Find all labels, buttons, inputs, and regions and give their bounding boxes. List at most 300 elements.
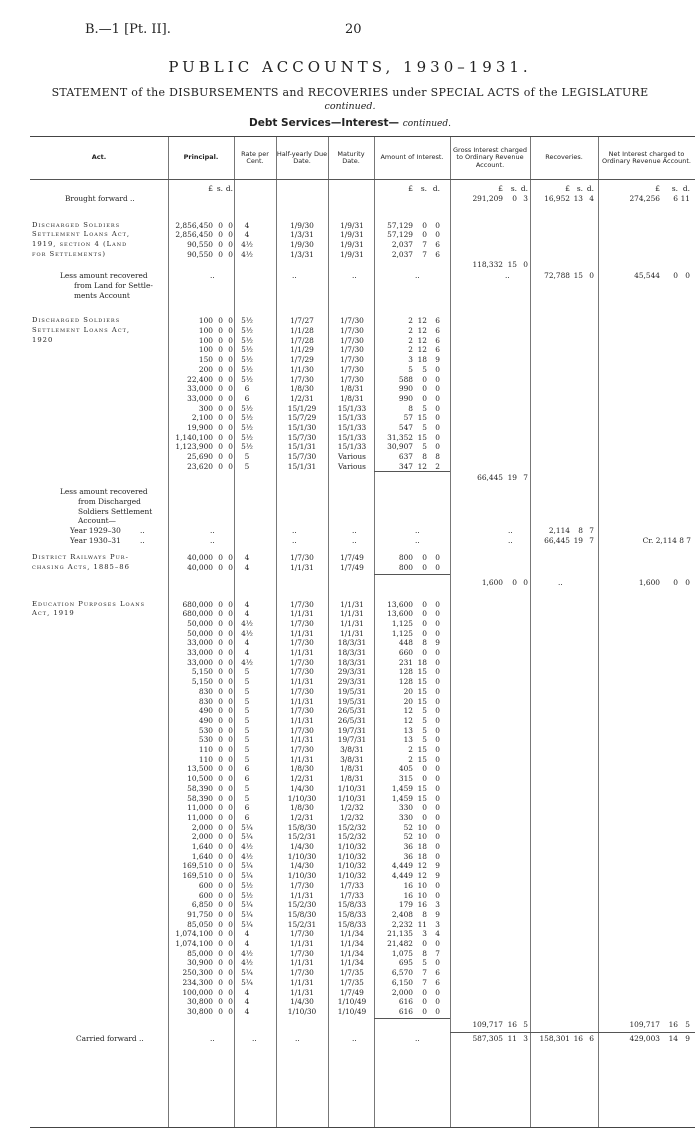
principal-shillings: 0	[218, 423, 223, 432]
principal-pence: 0	[228, 1006, 233, 1016]
rate: 5¼	[241, 909, 253, 919]
table-row	[30, 687, 695, 697]
principal-shillings: 0	[218, 461, 223, 471]
less-row	[30, 281, 695, 291]
act-name-line: District Railways Pur-	[32, 553, 129, 562]
rate: 5¼	[241, 832, 253, 842]
interest-pounds: 547	[398, 423, 413, 432]
principal-pounds: 680,000	[182, 599, 213, 609]
principal-shillings: 0	[218, 939, 223, 948]
principal-shillings: 0	[218, 648, 223, 657]
maturity-date: 1/10/32	[337, 871, 367, 881]
interest-shillings: 15	[417, 677, 427, 687]
table-row	[30, 638, 695, 648]
rate: 4½	[241, 618, 253, 628]
principal-shillings: 0	[218, 842, 223, 851]
interest-pence: 0	[435, 686, 440, 696]
brought-forward-label: Brought forward ..	[65, 193, 135, 203]
interest-pounds: 1,125	[391, 618, 413, 628]
gross-pence: 7	[523, 472, 528, 482]
due-date: 1/7/30	[290, 667, 314, 677]
interest-pence: 0	[435, 432, 440, 442]
interest-pounds: 990	[398, 384, 413, 394]
sum-rule	[374, 471, 450, 472]
net-pounds: 1,600	[638, 577, 660, 587]
principal-pounds: 830	[198, 696, 213, 706]
dots: ..	[210, 271, 215, 281]
interest-shillings: 15	[417, 413, 427, 423]
interest-shillings: 0	[422, 774, 427, 784]
maturity-date: 1/1/34	[340, 948, 364, 958]
principal-shillings: 0	[218, 364, 223, 374]
sum-rule	[374, 574, 450, 575]
principal-pounds: 58,390	[187, 793, 213, 803]
section-gross-row	[30, 260, 695, 270]
principal-pence: 0	[228, 783, 233, 793]
interest-pence: 0	[435, 987, 440, 997]
principal-shillings: 0	[218, 977, 223, 987]
interest-shillings: 0	[422, 812, 427, 822]
due-date: 1/10/30	[287, 871, 317, 881]
principal-pence: 0	[228, 403, 233, 413]
interest-shillings: 5	[422, 715, 427, 725]
maturity-date: 1/1/31	[340, 618, 364, 628]
interest-pounds: 637	[398, 452, 413, 462]
statement-continued: continued.	[324, 101, 376, 112]
table-row	[30, 433, 695, 443]
gross-pence: 0	[523, 577, 528, 587]
principal-shillings: 0	[218, 754, 223, 764]
interest-pounds: 405	[398, 764, 413, 774]
due-date: 1/8/30	[290, 803, 314, 813]
principal-pounds: 10,500	[187, 774, 213, 784]
dots: ..	[210, 1034, 215, 1044]
interest-pence: 0	[435, 735, 440, 745]
maturity-date: 15/8/33	[337, 919, 367, 929]
interest-pence: 0	[435, 1006, 440, 1016]
rate: 4	[244, 939, 250, 948]
table-row	[30, 423, 695, 433]
interest-pence: 0	[435, 374, 440, 384]
interest-pence: 9	[435, 638, 440, 648]
unit-shilling: s.	[576, 184, 583, 193]
principal-pence: 0	[228, 648, 233, 657]
principal-shillings: 0	[218, 345, 223, 355]
dots: ..	[252, 1034, 257, 1044]
less-label-line: Account—	[78, 516, 116, 526]
header-rate: Rate per Cent.	[241, 149, 269, 165]
header-maturity: Maturity Date.	[337, 149, 365, 165]
act-name-line: chasing Acts, 1885–86	[32, 563, 130, 572]
maturity-date: 29/3/31	[337, 667, 367, 677]
principal-pence: 0	[228, 803, 233, 813]
due-date: 1/2/31	[290, 812, 314, 822]
less-net-pence: 0	[685, 271, 690, 281]
due-date: 1/1/31	[290, 735, 314, 745]
interest-pounds: 16	[403, 880, 413, 890]
maturity-date: 1/9/31	[340, 220, 364, 230]
act-name-line: for Settlements)	[32, 249, 107, 258]
interest-pounds: 57	[403, 413, 413, 423]
interest-shillings: 5	[422, 403, 427, 413]
due-date: 1/7/28	[290, 335, 314, 345]
dots: ..	[508, 526, 513, 535]
table-row	[30, 784, 695, 794]
interest-pence: 0	[435, 774, 440, 784]
interest-pounds: 330	[398, 812, 413, 822]
principal-pence: 0	[228, 851, 233, 861]
interest-pounds: 57,129	[387, 220, 413, 230]
rate: 5	[244, 452, 250, 462]
principal-shillings: 0	[218, 861, 223, 871]
cf-net-pounds: 429,003	[629, 1034, 660, 1044]
rate: 4	[244, 609, 250, 619]
interest-pounds: 20	[403, 696, 413, 706]
interest-pounds: 21,135	[387, 929, 413, 939]
principal-shillings: 0	[218, 609, 223, 619]
principal-pounds: 50,000	[187, 628, 213, 638]
interest-pounds: 179	[398, 900, 413, 910]
principal-pence: 0	[228, 393, 233, 403]
rate: 5	[244, 706, 250, 716]
interest-pence: 0	[435, 618, 440, 628]
gross-shillings: 15	[507, 259, 517, 269]
interest-pounds: 57,129	[387, 230, 413, 240]
table-row	[30, 563, 695, 573]
maturity-date: 1/7/30	[340, 345, 364, 355]
principal-pence: 0	[228, 997, 233, 1007]
principal-pence: 0	[228, 316, 233, 326]
dots: ..	[210, 526, 215, 535]
principal-pence: 0	[228, 871, 233, 881]
principal-pounds: 19,900	[187, 423, 213, 432]
net-shillings: 0	[673, 577, 678, 587]
less-label-line: from Land for Settle-	[74, 280, 153, 290]
dots: ..	[352, 1034, 357, 1044]
year-rec-pounds: 2,114	[548, 526, 570, 535]
due-date: 1/3/31	[290, 230, 314, 240]
principal-shillings: 0	[218, 764, 223, 774]
rate: 6	[244, 764, 250, 774]
principal-shillings: 0	[218, 393, 223, 403]
interest-pounds: 1,125	[391, 628, 413, 638]
principal-pence: 0	[228, 364, 233, 374]
maturity-date: 1/10/49	[337, 997, 367, 1007]
maturity-date: 18/3/31	[337, 648, 367, 657]
interest-pounds: 128	[398, 677, 413, 687]
due-date: 15/2/30	[287, 900, 317, 910]
principal-shillings: 0	[218, 618, 223, 628]
principal-shillings: 0	[218, 686, 223, 696]
interest-pounds: 2,037	[391, 249, 413, 259]
interest-shillings: 5	[422, 735, 427, 745]
subtitle-continued: continued.	[402, 119, 451, 129]
principal-shillings: 0	[218, 871, 223, 881]
dots: ..	[140, 526, 145, 535]
due-date: 1/7/27	[290, 316, 314, 326]
principal-pounds: 1,640	[191, 842, 213, 851]
principal-shillings: 0	[218, 677, 223, 687]
table-row	[30, 764, 695, 774]
brought-forward-row	[30, 194, 695, 204]
principal-shillings: 0	[218, 745, 223, 754]
interest-shillings: 16	[417, 900, 427, 910]
principal-pounds: 100,000	[182, 987, 213, 997]
due-date: 1/1/31	[290, 977, 314, 987]
table-row	[30, 968, 695, 978]
interest-shillings: 8	[422, 948, 427, 958]
maturity-date: 1/8/31	[340, 393, 364, 403]
table-row	[30, 384, 695, 394]
interest-shillings: 5	[422, 958, 427, 968]
due-date: 1/7/30	[290, 686, 314, 696]
dots: ..	[352, 526, 357, 535]
interest-pence: 9	[435, 909, 440, 919]
dots: ..	[292, 526, 297, 535]
interest-pounds: 2,000	[391, 987, 413, 997]
bf-gross-shillings: 0	[512, 193, 517, 203]
table-row	[30, 609, 695, 619]
bf-gross-pounds: 291,209	[472, 193, 503, 203]
principal-pence: 0	[228, 958, 233, 968]
interest-shillings: 15	[417, 783, 427, 793]
principal-pence: 0	[228, 452, 233, 462]
interest-pence: 0	[435, 657, 440, 667]
interest-pence: 0	[435, 364, 440, 374]
maturity-date: 1/8/31	[340, 384, 364, 394]
table-row	[30, 667, 695, 677]
interest-shillings: 0	[422, 609, 427, 619]
principal-pence: 0	[228, 822, 233, 832]
less-label-line: from Discharged	[78, 496, 141, 506]
less-label-line: ments Account	[74, 290, 130, 300]
principal-pounds: 33,000	[187, 657, 213, 667]
principal-shillings: 0	[218, 832, 223, 842]
interest-pence: 0	[435, 939, 440, 948]
principal-pounds: 600	[198, 890, 213, 900]
principal-shillings: 0	[218, 413, 223, 423]
table-row	[30, 355, 695, 365]
due-date: 1/1/31	[290, 754, 314, 764]
principal-pence: 0	[228, 599, 233, 609]
principal-shillings: 0	[218, 1006, 223, 1016]
principal-pounds: 100	[198, 345, 213, 355]
principal-pence: 0	[228, 249, 233, 259]
principal-shillings: 0	[218, 774, 223, 784]
principal-shillings: 0	[218, 919, 223, 929]
interest-pence: 6	[435, 249, 440, 259]
rate: 5	[244, 783, 250, 793]
sum-rule	[450, 1032, 695, 1033]
due-date: 1/1/31	[290, 715, 314, 725]
principal-pence: 0	[228, 618, 233, 628]
interest-shillings: 7	[422, 977, 427, 987]
header-due: Half-yearly Due Date.	[276, 149, 328, 165]
interest-pence: 6	[435, 335, 440, 345]
maturity-date: 15/2/32	[337, 832, 367, 842]
interest-pounds: 2,232	[391, 919, 413, 929]
principal-pounds: 5,150	[191, 667, 213, 677]
interest-pence: 0	[435, 997, 440, 1007]
rate: 4½	[241, 842, 253, 851]
interest-shillings: 0	[422, 599, 427, 609]
rate: 5	[244, 686, 250, 696]
interest-pence: 3	[435, 919, 440, 929]
gross-pence: 0	[523, 259, 528, 269]
unit-pence: d.	[225, 184, 233, 193]
interest-shillings: 5	[422, 364, 427, 374]
due-date: 1/7/30	[290, 725, 314, 735]
principal-pounds: 2,000	[191, 832, 213, 842]
rate: 4½	[241, 958, 253, 968]
dots: ..	[505, 271, 510, 281]
table-row	[30, 891, 695, 901]
rate: 5½	[241, 355, 253, 365]
interest-pence: 0	[435, 715, 440, 725]
table-row	[30, 413, 695, 423]
principal-pence: 0	[228, 686, 233, 696]
principal-pence: 0	[228, 628, 233, 638]
dots: ..	[292, 535, 297, 545]
principal-pounds: 600	[198, 880, 213, 890]
due-date: 1/1/31	[290, 696, 314, 706]
interest-pounds: 12	[403, 706, 413, 716]
principal-pence: 0	[228, 553, 233, 563]
principal-pounds: 1,123,900	[175, 442, 213, 452]
principal-pence: 0	[228, 754, 233, 764]
due-date: 15/2/31	[287, 832, 317, 842]
header-recoveries: Recoveries.	[545, 153, 583, 162]
interest-pence: 6	[435, 316, 440, 326]
interest-pence: 0	[435, 413, 440, 423]
principal-pence: 0	[228, 842, 233, 851]
dots: ..	[292, 271, 297, 281]
rate: 4	[244, 997, 250, 1007]
rate: 5½	[241, 432, 253, 442]
table-row	[30, 881, 695, 891]
principal-pounds: 30,800	[187, 997, 213, 1007]
principal-pence: 0	[228, 880, 233, 890]
interest-shillings: 18	[417, 851, 427, 861]
interest-pounds: 800	[398, 563, 413, 573]
maturity-date: 1/1/31	[340, 599, 364, 609]
principal-shillings: 0	[218, 442, 223, 452]
principal-pence: 0	[228, 900, 233, 910]
interest-pence: 9	[435, 861, 440, 871]
due-date: 1/1/30	[290, 364, 314, 374]
dots: ..	[352, 535, 357, 545]
due-date: 15/1/31	[287, 461, 317, 471]
principal-pounds: 85,000	[187, 948, 213, 958]
interest-shillings: 12	[417, 345, 427, 355]
due-date: 15/7/30	[287, 432, 317, 442]
less-rec-shillings: 15	[573, 271, 583, 281]
table-row	[30, 726, 695, 736]
principal-pence: 0	[228, 861, 233, 871]
principal-shillings: 0	[218, 599, 223, 609]
principal-pence: 0	[228, 890, 233, 900]
cf-gross-pounds: 587,305	[472, 1034, 503, 1044]
principal-pounds: 1,640	[191, 851, 213, 861]
interest-pounds: 2	[408, 754, 413, 764]
dots: ..	[415, 1034, 420, 1044]
table-row	[30, 230, 695, 240]
interest-pounds: 36	[403, 851, 413, 861]
bf-net-pounds: 274,256	[629, 193, 660, 203]
principal-pence: 0	[228, 657, 233, 667]
dots: ..	[140, 535, 145, 545]
rate: 5½	[241, 403, 253, 413]
table-row	[30, 240, 695, 250]
interest-pounds: 315	[398, 774, 413, 784]
maturity-date: 1/10/32	[337, 842, 367, 851]
section-gross-row	[30, 473, 695, 483]
due-date: 1/2/31	[290, 774, 314, 784]
table-row	[30, 861, 695, 871]
maturity-date: 15/1/33	[337, 403, 367, 413]
rate: 4	[244, 648, 250, 657]
table-row	[30, 832, 695, 842]
rate: 5½	[241, 423, 253, 432]
maturity-date: 1/7/33	[340, 880, 364, 890]
table-row	[30, 629, 695, 639]
principal-pence: 0	[228, 745, 233, 754]
page-number: 20	[345, 22, 362, 37]
principal-pence: 0	[228, 948, 233, 958]
maturity-date: 1/7/49	[340, 987, 364, 997]
maturity-date: 19/5/31	[337, 686, 367, 696]
principal-pence: 0	[228, 374, 233, 384]
table-row	[30, 997, 695, 1007]
table-row	[30, 619, 695, 629]
interest-pence: 0	[435, 890, 440, 900]
interest-shillings: 0	[422, 1006, 427, 1016]
section-subtitle	[0, 117, 700, 129]
accounts-table	[30, 136, 695, 1128]
principal-shillings: 0	[218, 812, 223, 822]
rate: 5	[244, 461, 250, 471]
principal-pence: 0	[228, 832, 233, 842]
gross-pounds: 109,717	[472, 1019, 503, 1029]
rate: 5	[244, 725, 250, 735]
due-date: 1/4/30	[290, 783, 314, 793]
due-date: 1/1/31	[290, 609, 314, 619]
interest-pounds: 330	[398, 803, 413, 813]
interest-pence: 6	[435, 240, 440, 250]
principal-pence: 0	[228, 968, 233, 978]
principal-shillings: 0	[218, 326, 223, 335]
due-date: 1/1/31	[290, 563, 314, 573]
interest-pounds: 1,075	[391, 948, 413, 958]
unit-shilling: s.	[510, 184, 517, 193]
principal-pounds: 100	[198, 326, 213, 335]
interest-pounds: 660	[398, 648, 413, 657]
dots: ..	[508, 535, 513, 545]
principal-pounds: 2,856,450	[175, 230, 213, 240]
less-rec-pence: 0	[589, 271, 594, 281]
rate: 4	[244, 230, 250, 240]
principal-pence: 0	[228, 909, 233, 919]
principal-pounds: 40,000	[187, 563, 213, 573]
unit-pence: d.	[520, 184, 528, 193]
principal-pounds: 169,510	[182, 871, 213, 881]
principal-shillings: 0	[218, 725, 223, 735]
due-date: 15/7/30	[287, 452, 317, 462]
due-date: 1/1/31	[290, 890, 314, 900]
header-rule	[30, 179, 695, 180]
principal-pounds: 33,000	[187, 648, 213, 657]
principal-shillings: 0	[218, 628, 223, 638]
